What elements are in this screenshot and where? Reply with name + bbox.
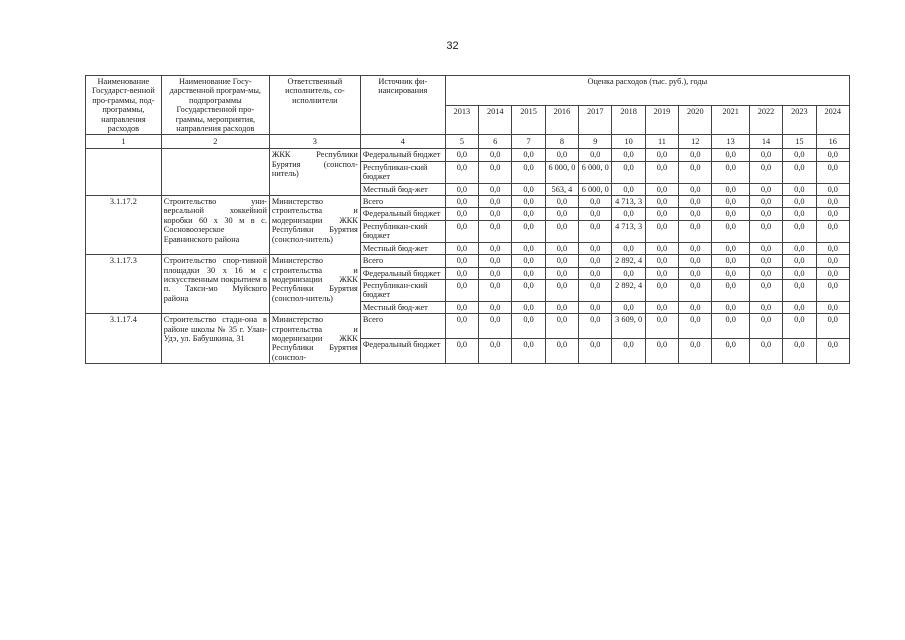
expense-value: 0,0: [783, 208, 816, 220]
header-program: Наименование Государст-венной про-граммы, под-программы, направления расходов: [86, 76, 162, 135]
table-row: [86, 255, 850, 267]
expense-value: 0,0: [816, 161, 849, 183]
expense-value: 0,0: [783, 220, 816, 242]
expense-value: 0,0: [512, 301, 545, 313]
expense-value: 0,0: [445, 183, 478, 195]
expense-value: 0,0: [816, 279, 849, 301]
funding-source: Всего: [360, 255, 445, 267]
expense-value: 0,0: [545, 242, 578, 254]
expense-value: 0,0: [816, 314, 849, 339]
row-name: Строительство стади-она в районе школы № 35 г. Улан-Удэ, ул. Бабушкина, 31: [161, 314, 269, 364]
header-year: 2024: [816, 105, 849, 135]
expense-value: 0,0: [479, 149, 512, 161]
expense-value: 563, 4: [545, 183, 578, 195]
expense-value: 0,0: [679, 339, 712, 364]
header-year: 2020: [679, 105, 712, 135]
expense-value: 0,0: [479, 220, 512, 242]
expense-value: 0,0: [712, 301, 749, 313]
expense-value: 0,0: [749, 149, 782, 161]
expense-value: 0,0: [749, 183, 782, 195]
header-year: 2013: [445, 105, 478, 135]
expense-value: 0,0: [645, 255, 678, 267]
expense-value: 0,0: [479, 314, 512, 339]
expense-value: 0,0: [579, 220, 612, 242]
expense-value: 0,0: [816, 267, 849, 279]
expense-value: 0,0: [645, 339, 678, 364]
expense-value: 0,0: [816, 220, 849, 242]
expense-value: 0,0: [579, 301, 612, 313]
expense-value: 0,0: [749, 255, 782, 267]
expense-value: 0,0: [679, 149, 712, 161]
column-number: 6: [479, 135, 512, 149]
expense-value: 0,0: [612, 208, 645, 220]
expense-value: 6 000, 0: [579, 161, 612, 183]
expense-value: 0,0: [645, 220, 678, 242]
expense-value: 0,0: [749, 208, 782, 220]
expense-value: 0,0: [679, 279, 712, 301]
expense-value: 2 892, 4: [612, 279, 645, 301]
expense-value: 0,0: [545, 255, 578, 267]
expense-value: 0,0: [479, 339, 512, 364]
expense-value: 0,0: [479, 183, 512, 195]
expense-value: 0,0: [712, 183, 749, 195]
column-number: 16: [816, 135, 849, 149]
row-code: [86, 149, 162, 196]
header-year: 2014: [479, 105, 512, 135]
expense-value: 0,0: [712, 279, 749, 301]
header-year: 2018: [612, 105, 645, 135]
expense-value: 0,0: [512, 208, 545, 220]
column-number: 9: [579, 135, 612, 149]
expense-value: 0,0: [445, 255, 478, 267]
expense-value: 0,0: [679, 220, 712, 242]
column-number: 12: [679, 135, 712, 149]
budget-table: [85, 75, 850, 364]
expense-value: 0,0: [679, 301, 712, 313]
header-year: 2016: [545, 105, 578, 135]
expense-value: 0,0: [712, 339, 749, 364]
header-source: Источник фи-нансирования: [360, 76, 445, 135]
expense-value: 0,0: [579, 339, 612, 364]
expense-value: 0,0: [512, 339, 545, 364]
expense-value: 0,0: [749, 242, 782, 254]
expense-value: 0,0: [512, 255, 545, 267]
expense-value: 0,0: [445, 149, 478, 161]
expense-value: 0,0: [712, 242, 749, 254]
expense-value: 0,0: [679, 196, 712, 208]
expense-value: 0,0: [816, 339, 849, 364]
expense-value: 0,0: [679, 267, 712, 279]
expense-value: 0,0: [579, 196, 612, 208]
row-code: 3.1.17.4: [86, 314, 162, 364]
expense-value: 0,0: [783, 161, 816, 183]
expense-value: 0,0: [445, 279, 478, 301]
page-number: 32: [446, 40, 459, 52]
expense-value: 0,0: [679, 314, 712, 339]
header-year: 2022: [749, 105, 782, 135]
column-number: 11: [645, 135, 678, 149]
expense-value: 0,0: [712, 220, 749, 242]
expense-value: 0,0: [749, 279, 782, 301]
column-number: 5: [445, 135, 478, 149]
expense-value: 0,0: [783, 196, 816, 208]
expense-value: 0,0: [645, 267, 678, 279]
expense-value: 0,0: [816, 301, 849, 313]
expense-value: 0,0: [445, 301, 478, 313]
expense-value: 0,0: [783, 255, 816, 267]
expense-value: 0,0: [645, 301, 678, 313]
funding-source: Республикан-ский бюджет: [360, 161, 445, 183]
expense-value: 0,0: [479, 279, 512, 301]
expense-value: 0,0: [749, 267, 782, 279]
row-code: 3.1.17.2: [86, 196, 162, 255]
expense-value: 0,0: [445, 339, 478, 364]
funding-source: Всего: [360, 196, 445, 208]
expense-value: 0,0: [579, 314, 612, 339]
expense-value: 0,0: [445, 208, 478, 220]
expense-value: 0,0: [679, 183, 712, 195]
expense-value: 0,0: [579, 149, 612, 161]
expense-value: 0,0: [783, 183, 816, 195]
expense-value: 0,0: [749, 220, 782, 242]
funding-source: Федеральный бюджет: [360, 339, 445, 364]
expense-value: 0,0: [712, 267, 749, 279]
expense-value: 0,0: [512, 161, 545, 183]
expense-value: 0,0: [445, 161, 478, 183]
row-executor: Министерство строительства и модернизации ЖКК Республики Бурятия (сонспол-нитель): [269, 196, 360, 255]
header-executor: Ответственный исполнитель, со-исполнители: [269, 76, 360, 135]
expense-value: 0,0: [783, 301, 816, 313]
header-year: 2015: [512, 105, 545, 135]
expense-value: 0,0: [783, 149, 816, 161]
expense-value: 0,0: [712, 149, 749, 161]
expense-value: 0,0: [512, 220, 545, 242]
row-code: 3.1.17.3: [86, 255, 162, 314]
header-year: 2021: [712, 105, 749, 135]
column-number: 15: [783, 135, 816, 149]
expense-value: 0,0: [783, 242, 816, 254]
expense-value: 0,0: [783, 339, 816, 364]
expense-value: 0,0: [512, 149, 545, 161]
expense-value: 0,0: [512, 183, 545, 195]
expense-value: 0,0: [479, 196, 512, 208]
expense-value: 0,0: [579, 267, 612, 279]
column-number: 2: [161, 135, 269, 149]
expense-value: 0,0: [479, 208, 512, 220]
expense-value: 0,0: [645, 196, 678, 208]
expense-value: 4 713, 3: [612, 196, 645, 208]
table-header: [86, 76, 850, 135]
expense-value: 0,0: [545, 267, 578, 279]
expense-value: 0,0: [783, 314, 816, 339]
expense-value: 0,0: [712, 314, 749, 339]
table-row: [86, 149, 850, 161]
expense-value: 0,0: [783, 267, 816, 279]
table-row: [86, 314, 850, 339]
expense-value: 0,0: [545, 301, 578, 313]
expense-value: 0,0: [712, 196, 749, 208]
expense-value: 2 892, 4: [612, 255, 645, 267]
expense-value: 6 000, 0: [545, 161, 578, 183]
expense-value: 0,0: [645, 183, 678, 195]
expense-value: 0,0: [512, 279, 545, 301]
header-estimate: Оценка расходов (тыс. руб.), годы: [445, 76, 849, 106]
row-name: Строительство спор-тивной площадки 30 х 16 м с искусственным покрытием в п. Такси-мо Муйского района: [161, 255, 269, 314]
expense-value: 0,0: [816, 208, 849, 220]
expense-value: 0,0: [612, 149, 645, 161]
column-number: 1: [86, 135, 162, 149]
funding-source: Местный бюд-жет: [360, 183, 445, 195]
expense-value: 0,0: [445, 220, 478, 242]
funding-source: Местный бюд-жет: [360, 301, 445, 313]
expense-value: 0,0: [479, 255, 512, 267]
expense-value: 0,0: [479, 242, 512, 254]
expense-value: 0,0: [749, 196, 782, 208]
row-name: [161, 149, 269, 196]
expense-value: 0,0: [679, 208, 712, 220]
expense-value: 0,0: [816, 183, 849, 195]
funding-source: Федеральный бюджет: [360, 208, 445, 220]
expense-value: 0,0: [712, 255, 749, 267]
expense-value: 0,0: [645, 314, 678, 339]
expense-value: 0,0: [816, 149, 849, 161]
expense-value: 0,0: [545, 220, 578, 242]
expense-value: 0,0: [445, 267, 478, 279]
row-executor: ЖКК Республики Бурятия (сонспол-нитель): [269, 149, 360, 196]
expense-value: 0,0: [645, 279, 678, 301]
row-executor: Министерство строительства и модернизации ЖКК Республики Бурятия (сонспол-: [269, 314, 360, 364]
header-name: Наименование Госу-дарственной програм-мы, подпрограммы Государственной про-граммы, мероприятия, направления расходов: [161, 76, 269, 135]
row-name: Строительство уни-версальной хоккейной коробки 60 х 30 м в с. Сосновоозерское Еравнинского района: [161, 196, 269, 255]
expense-value: 0,0: [645, 149, 678, 161]
expense-value: 0,0: [579, 255, 612, 267]
expense-value: 0,0: [445, 242, 478, 254]
expense-value: 0,0: [445, 314, 478, 339]
column-number: 8: [545, 135, 578, 149]
expense-value: 0,0: [479, 301, 512, 313]
expense-value: 0,0: [679, 255, 712, 267]
expense-value: 0,0: [512, 196, 545, 208]
expense-value: 0,0: [679, 161, 712, 183]
expense-value: 0,0: [679, 242, 712, 254]
column-number: 14: [749, 135, 782, 149]
header-year: 2017: [579, 105, 612, 135]
expense-value: 0,0: [545, 314, 578, 339]
funding-source: Федеральный бюджет: [360, 149, 445, 161]
expense-value: 0,0: [749, 161, 782, 183]
expense-value: 0,0: [545, 196, 578, 208]
expense-value: 0,0: [579, 242, 612, 254]
funding-source: Местный бюд-жет: [360, 242, 445, 254]
expense-value: 0,0: [579, 279, 612, 301]
column-number: 3: [269, 135, 360, 149]
header-year: 2019: [645, 105, 678, 135]
column-number: 13: [712, 135, 749, 149]
expense-value: 0,0: [712, 161, 749, 183]
table-body: [86, 135, 850, 364]
column-number: 4: [360, 135, 445, 149]
funding-source: Федеральный бюджет: [360, 267, 445, 279]
expense-value: 4 713, 3: [612, 220, 645, 242]
expense-value: 0,0: [645, 242, 678, 254]
expense-value: 0,0: [545, 279, 578, 301]
funding-source: Всего: [360, 314, 445, 339]
row-executor: Министерство строительства и модернизации ЖКК Республики Бурятия (сонспол-нитель): [269, 255, 360, 314]
header-year: 2023: [783, 105, 816, 135]
expense-value: 0,0: [816, 242, 849, 254]
expense-value: 0,0: [645, 161, 678, 183]
funding-source: Республикан-ский бюджет: [360, 220, 445, 242]
expense-value: 0,0: [749, 314, 782, 339]
column-number: 10: [612, 135, 645, 149]
expense-value: 0,0: [612, 242, 645, 254]
expense-value: 0,0: [783, 279, 816, 301]
expense-value: 0,0: [445, 196, 478, 208]
column-numbers-row: [86, 135, 850, 149]
expense-value: 6 000, 0: [579, 183, 612, 195]
expense-value: 0,0: [816, 255, 849, 267]
expense-value: 0,0: [612, 301, 645, 313]
expense-value: 0,0: [545, 149, 578, 161]
expense-value: 0,0: [612, 267, 645, 279]
expense-value: 0,0: [816, 196, 849, 208]
expense-value: 0,0: [512, 267, 545, 279]
expense-value: 0,0: [645, 208, 678, 220]
table-row: [86, 196, 850, 208]
expense-value: 0,0: [612, 183, 645, 195]
expense-value: 0,0: [579, 208, 612, 220]
expense-value: 0,0: [545, 208, 578, 220]
expense-value: 0,0: [612, 161, 645, 183]
expense-value: 0,0: [479, 267, 512, 279]
expense-value: 0,0: [612, 339, 645, 364]
funding-source: Республикан-ский бюджет: [360, 279, 445, 301]
expense-value: 0,0: [749, 339, 782, 364]
expense-value: 0,0: [712, 208, 749, 220]
expense-value: 0,0: [479, 161, 512, 183]
expense-value: 0,0: [512, 242, 545, 254]
expense-value: 0,0: [512, 314, 545, 339]
expense-value: 3 609, 0: [612, 314, 645, 339]
column-number: 7: [512, 135, 545, 149]
expense-value: 0,0: [749, 301, 782, 313]
expense-value: 0,0: [545, 339, 578, 364]
